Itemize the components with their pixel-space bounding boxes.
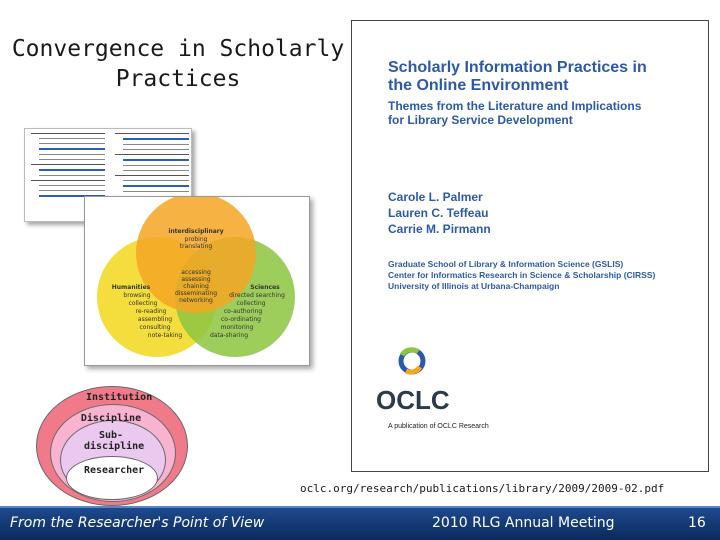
venn-top-title: interdisciplinary <box>168 228 224 235</box>
oval-label-subdiscipline: Sub-discipline <box>84 430 145 452</box>
venn-left-item: consulting <box>139 324 171 331</box>
venn-top-item: probing <box>184 236 208 243</box>
report-author: Carrie M. Pirmann <box>388 222 491 236</box>
oclc-logo <box>372 339 472 419</box>
report-publisher-note: A publication of OCLC Research <box>388 423 489 430</box>
report-author: Lauren C. Teffeau <box>388 206 489 220</box>
footer-event-name: 2010 RLG Annual Meeting <box>432 515 615 531</box>
venn-right-item: directed searching <box>229 292 285 299</box>
venn-center-item: accessing <box>181 269 211 276</box>
oclc-logo-text: OCLC <box>376 385 450 415</box>
venn-left-title: Humanities <box>111 284 151 291</box>
venn-right-item: co-authoring <box>223 308 263 315</box>
venn-center-item: chaining <box>183 283 209 290</box>
footer-presentation-title: From the Researcher's Point of View <box>10 515 265 531</box>
report-affiliation <box>388 259 704 292</box>
venn-right-item: co-ordinating <box>221 316 261 323</box>
report-url-link[interactable]: oclc.org/research/publications/library/2009/2009-02.pdf <box>300 482 665 495</box>
venn-left-item: browsing <box>123 292 151 299</box>
footer-bar <box>0 506 720 540</box>
report-cover <box>351 20 709 472</box>
report-affiliation-line: Graduate School of Library & Information Science (GSLIS) <box>388 259 624 269</box>
venn-center-item: disseminating <box>174 290 218 297</box>
oval-label-discipline: Discipline <box>80 413 142 424</box>
slide-number: 16 <box>688 515 706 531</box>
slide-title-text: Convergence in Scholarly Practices <box>11 36 345 92</box>
venn-diagram <box>84 196 310 366</box>
report-affiliation-line: University of Illinois at Urbana-Champaign <box>388 281 560 291</box>
report-subtitle <box>388 99 698 127</box>
report-authors <box>388 189 698 237</box>
report-title-line: the Online Environment <box>388 77 569 94</box>
venn-center-item: networking <box>179 297 213 304</box>
report-subtitle-line: Themes from the Literature and Implications <box>388 99 642 113</box>
outline-column-right <box>115 133 189 196</box>
oval-label-institution: Institution <box>86 392 153 403</box>
venn-left-item: assembling <box>137 316 173 323</box>
venn-right-item: monitoring <box>220 324 254 331</box>
venn-svg <box>85 197 309 365</box>
report-subtitle-line: for Library Service Development <box>388 113 573 127</box>
report-author: Carole L. Palmer <box>388 190 483 204</box>
report-title <box>388 59 698 95</box>
venn-right-item: collecting <box>236 300 266 307</box>
outline-column-left <box>31 133 105 201</box>
report-affiliation-line: Center for Informatics Research in Science & Scholarship (CIRSS) <box>388 270 656 280</box>
venn-right-title: Sciences <box>250 284 280 291</box>
venn-left-item: collecting <box>128 300 158 307</box>
venn-top-item: translating <box>179 243 213 250</box>
oval-researcher <box>66 456 158 500</box>
venn-center-item: assessing <box>181 276 211 283</box>
report-title-line: Scholarly Information Practices in <box>388 59 647 76</box>
oclc-logo-icon <box>401 350 423 372</box>
venn-left-item: note-taking <box>147 332 183 339</box>
venn-right-item: data-sharing <box>209 332 249 339</box>
oval-label-researcher: Researcher <box>84 465 145 476</box>
venn-left-item: re-reading <box>135 308 167 315</box>
slide-title <box>6 34 350 94</box>
